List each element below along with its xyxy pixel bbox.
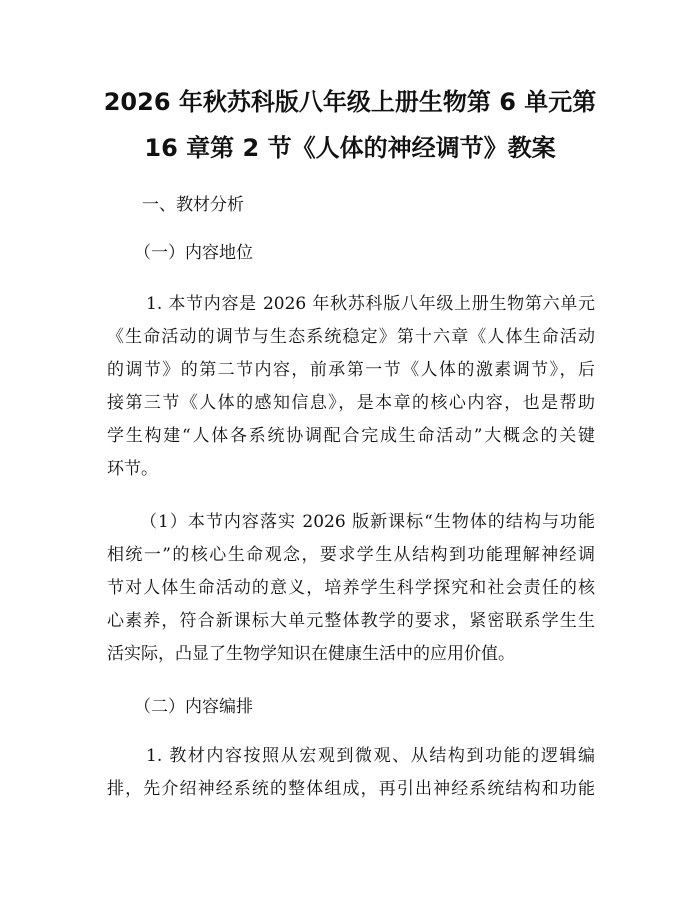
paragraph-2-line-4: 心素养，符合新课标大单元整体教学的要求，紧密联系学生生: [107, 611, 595, 631]
subsection-heading-content-position: （一）内容地位: [134, 243, 253, 263]
paragraph-1-line-6: 环节。: [107, 459, 158, 479]
paragraph-3-line-1: 1. 教材内容按照从宏观到微观、从结构到功能的逻辑编: [146, 746, 595, 766]
paragraph-2-line-3: 节对人体生命活动的意义，培养学生科学探究和社会责任的核: [107, 578, 595, 598]
paragraph-3-line-2: 排，先介绍神经系统的整体组成，再引出神经系统结构和功能: [107, 779, 595, 799]
paragraph-2-line-5: 活实际，凸显了生物学知识在健康生活中的应用价值。: [107, 644, 515, 664]
paragraph-1-line-4: 接第三节《人体的感知信息》，是本章的核心内容，也是帮助: [107, 393, 595, 413]
paragraph-1-line-5: 学生构建“人体各系统协调配合完成生命活动”大概念的关键: [107, 426, 595, 446]
section-heading-textbook-analysis: 一、教材分析: [142, 195, 244, 215]
document-title-line-1: 2026 年秋苏科版八年级上册生物第 6 单元第: [103, 88, 597, 116]
subsection-heading-content-arrangement: （二）内容编排: [134, 697, 253, 717]
document-title-line-2: 16 章第 2 节《人体的神经调节》教案: [144, 134, 556, 162]
paragraph-2-line-2: 相统一”的核心生命观念，要求学生从结构到功能理解神经调: [107, 545, 595, 565]
paragraph-2-line-1: （1）本节内容落实 2026 版新课标“生物体的结构与功能: [140, 512, 595, 532]
paragraph-1-line-1: 1. 本节内容是 2026 年秋苏科版八年级上册生物第六单元: [146, 294, 595, 314]
paragraph-1-line-3: 的调节》的第二节内容，前承第一节《人体的激素调节》，后: [107, 360, 595, 380]
paragraph-1-line-2: 《生命活动的调节与生态系统稳定》第十六章《人体生命活动: [107, 327, 595, 347]
